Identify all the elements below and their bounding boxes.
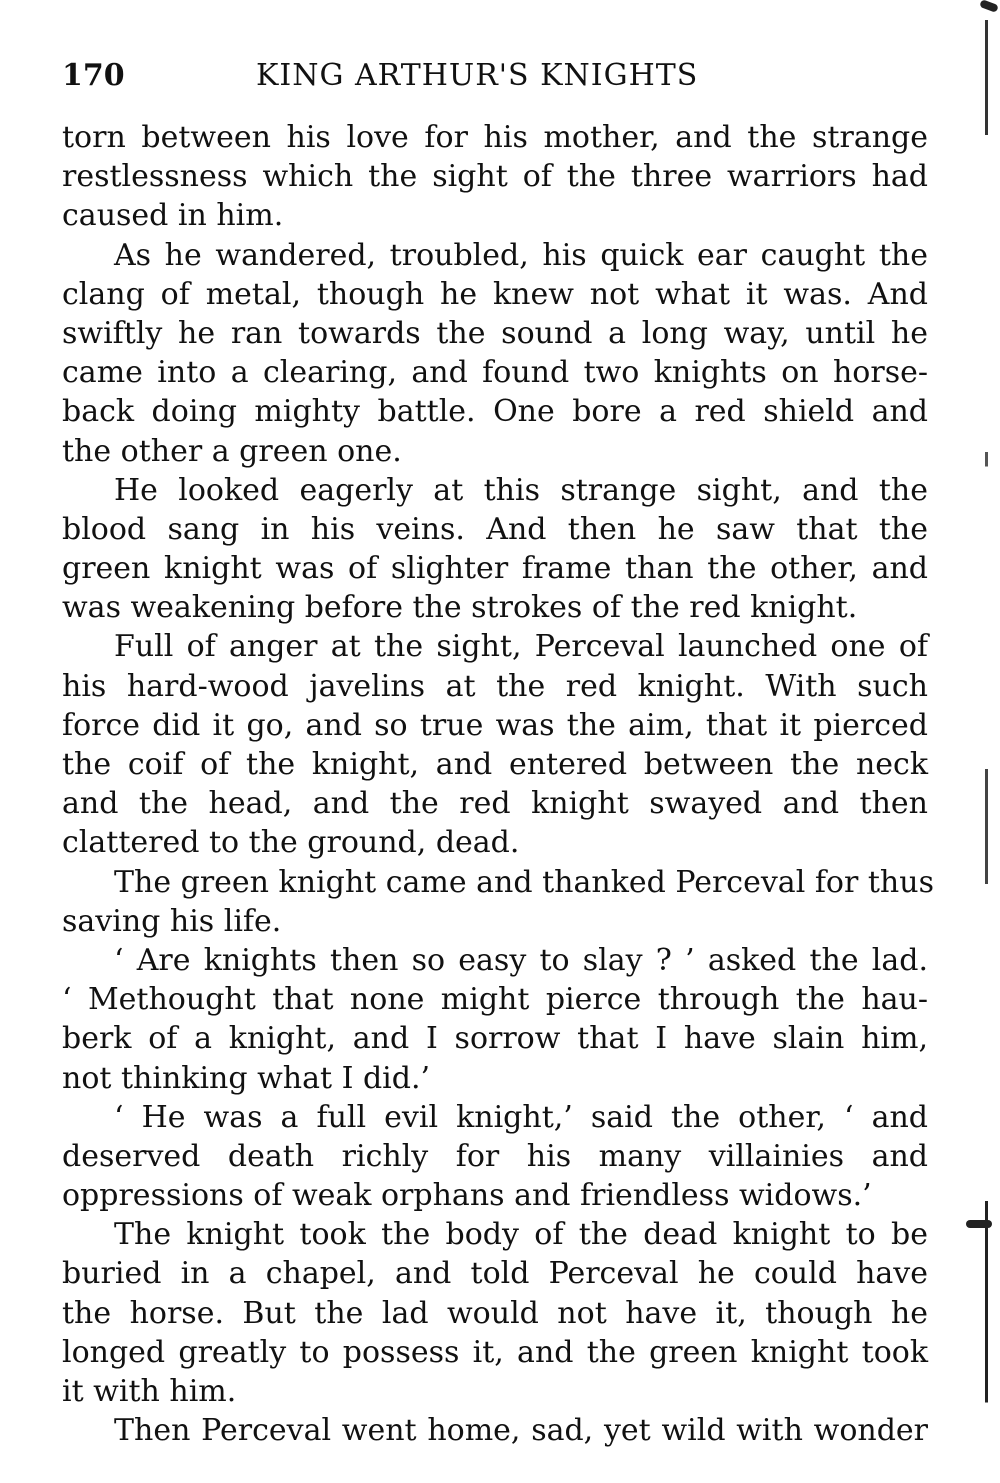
text-line: ‘ Methought that none might pierce through the hau- — [62, 982, 928, 1018]
text-line: Full of anger at the sight, Perceval launched one of — [114, 629, 928, 665]
text-line: He looked eagerly at this strange sight, and the — [114, 472, 928, 508]
text-line: not thinking what I did.’ — [62, 1060, 431, 1096]
text-line: his hard-wood javelins at the red knight. With such — [62, 668, 928, 704]
text-line: torn between his love for his mother, and the strange — [62, 120, 928, 155]
text-line: longed greatly to possess it, and the green knight took — [62, 1334, 928, 1370]
scan-artifact — [966, 1220, 992, 1228]
text-line: ‘ He was a full evil knight,’ said the other, ‘ and — [114, 1099, 928, 1135]
text-line: green knight was of slighter frame than the other, and — [62, 551, 928, 587]
text-line: clang of metal, though he knew not what it was. And — [62, 276, 928, 312]
text-line: and the head, and the red knight swayed and then — [62, 786, 928, 822]
scan-edge-shadow — [985, 20, 988, 1460]
text-line: caused in him. — [62, 198, 284, 234]
text-line: deserved death richly for his many villainies and — [62, 1138, 928, 1174]
text-line: swiftly he ran towards the sound a long way, until he — [62, 315, 928, 351]
text-line: it with him. — [62, 1374, 237, 1409]
text-line: buried in a chapel, and told Perceval he could have — [62, 1256, 928, 1292]
page-number: 170 — [62, 58, 125, 93]
running-title: KING ARTHUR'S KNIGHTS — [256, 58, 699, 93]
body-text — [62, 118, 934, 1450]
text-line: berk of a knight, and I sorrow that I have slain him, — [62, 1021, 928, 1057]
text-line: restlessness which the sight of the three warriors had — [62, 159, 928, 195]
text-line: oppressions of weak orphans and friendless widows.’ — [62, 1178, 872, 1214]
text-line: As he wandered, troubled, his quick ear caught the — [114, 237, 928, 273]
text-line: saving his life. — [62, 903, 282, 939]
text-line: ‘ Are knights then so easy to slay ? ’ asked the lad. — [114, 942, 928, 978]
text-line: the horse. But the lad would not have it, though he — [62, 1295, 928, 1331]
text-line: came into a clearing, and found two knights on horse- — [62, 355, 928, 391]
scan-artifact — [979, 0, 999, 13]
text-line: The knight took the body of the dead knight to be — [114, 1217, 928, 1253]
page-header — [62, 56, 932, 100]
text-line: the coif of the knight, and entered between the neck — [62, 747, 928, 782]
text-line: blood sang in his veins. And then he saw that the — [62, 511, 928, 547]
text-line: back doing mighty battle. One bore a red shield and — [62, 394, 928, 430]
text-line: Then Perceval went home, sad, yet wild with wonder — [114, 1413, 928, 1449]
text-line: was weakening before the strokes of the red knight. — [62, 590, 858, 626]
text-line: clattered to the ground, dead. — [62, 825, 520, 861]
text-line: The green knight came and thanked Perceval for thus — [114, 864, 934, 900]
text-line: force did it go, and so true was the aim, that it pierced — [62, 707, 928, 743]
text-line: the other a green one. — [62, 433, 402, 469]
